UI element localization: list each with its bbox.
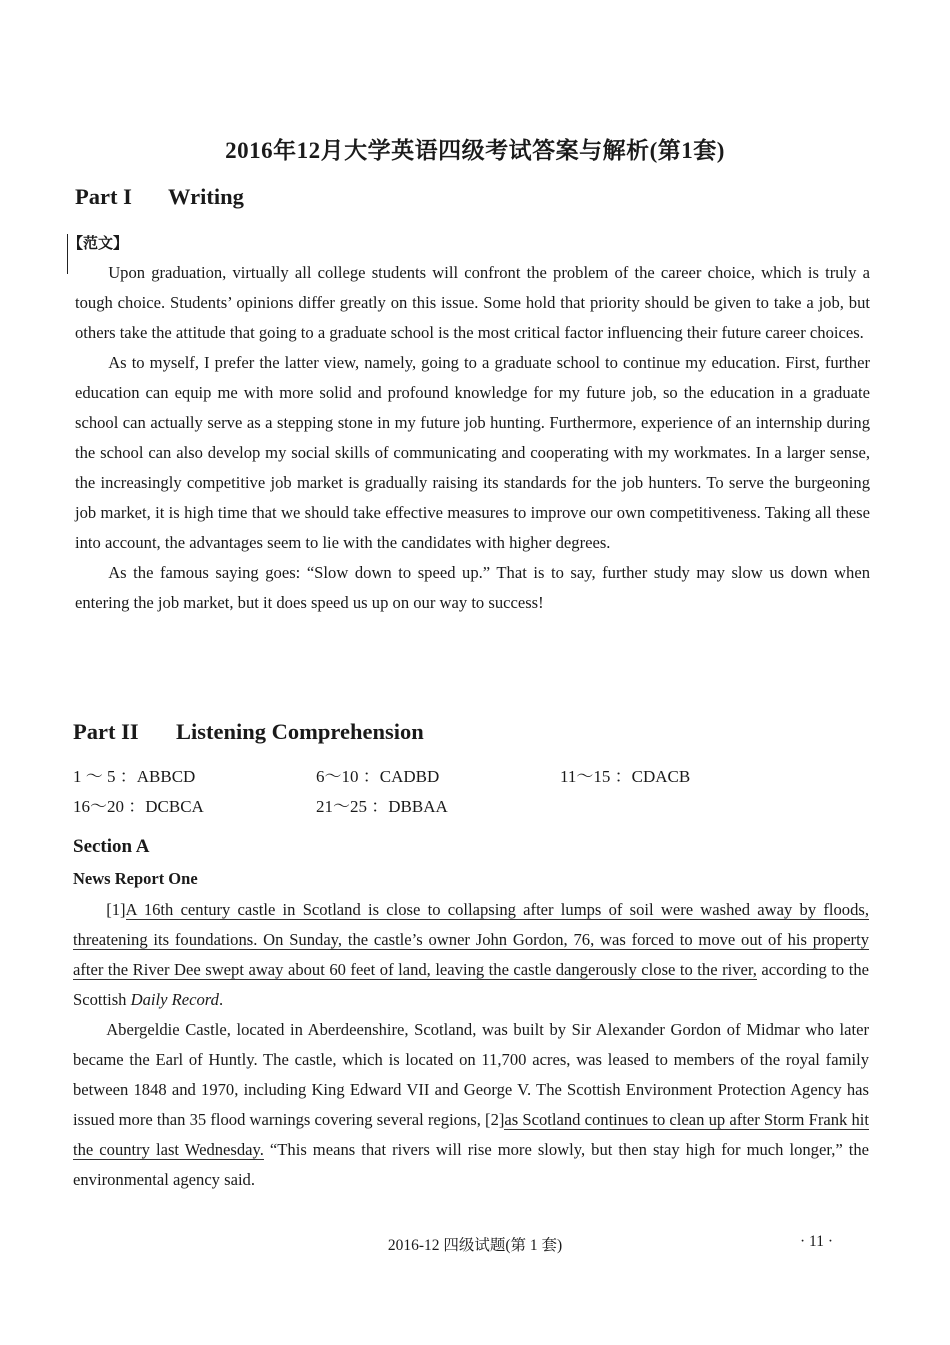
underlined-answer-2: as Scotland continues to clean up after Storm Frank hit the country last Wednesday. bbox=[73, 1110, 869, 1159]
section-a-heading: Section A bbox=[73, 836, 150, 857]
sample-essay bbox=[75, 258, 870, 618]
part2-number: Part II bbox=[73, 719, 139, 744]
marker-1: [1] bbox=[106, 900, 126, 919]
news-paragraph-2 bbox=[73, 1015, 869, 1195]
answer-cell: 6～10 ：CADBD bbox=[316, 767, 440, 786]
page-number: · 11 · bbox=[800, 1233, 833, 1250]
part1-name: Writing bbox=[168, 184, 244, 209]
news-report-heading: News Report One bbox=[73, 869, 198, 888]
answer-cell: 1 ～ 5 ：ABBCD bbox=[73, 767, 196, 786]
answer-cell: 16～20 ：DCBCA bbox=[73, 797, 204, 816]
part1-heading bbox=[75, 184, 244, 210]
essay-paragraph: Upon graduation, virtually all college students will confront the problem of the career choice, which is truly a tough choice. Students’ opinions differ greatly on this issue. Some hold that priority should be given to take a job, but others take the attitude that going to a graduate school is the most critical factor influencing their future career choices. bbox=[75, 263, 870, 342]
marker-2: [2] bbox=[485, 1110, 505, 1129]
news-paragraph-1 bbox=[73, 895, 869, 1015]
part1-number: Part I bbox=[75, 184, 132, 209]
newspaper-name: Daily Record bbox=[130, 990, 219, 1009]
answer-cell: 21～25 ：DBBAA bbox=[316, 797, 448, 816]
news-text: . bbox=[218, 990, 224, 1009]
news-text: according to the Scottish bbox=[73, 960, 869, 1009]
news-report-text bbox=[73, 895, 869, 1195]
sample-essay-tag: 【范文】 bbox=[68, 234, 129, 252]
essay-paragraph: As the famous saying goes: “Slow down to speed up.” That is to say, further study may slow us down when entering the job market, but it does speed us up on our way to success! bbox=[75, 563, 870, 612]
answer-cell: 11～15 ：CDACB bbox=[560, 767, 691, 786]
footer-title: 2016-12 四级试题(第 1 套) bbox=[387, 1237, 563, 1254]
news-text: Abergeldie Castle, located in Aberdeenshire, Scotland, was built by Sir Alexander Gordon of Midmar who later became the Earl of Huntly. The castle, which is located on 11,700 acres, was leased to members of the royal family between 1848 and 1970, including King Edward VII and George V. The Scottish Environment Protection Agency has issued more than 35 flood warnings covering several regions, bbox=[73, 1020, 869, 1129]
essay-paragraph: As to myself, I prefer the latter view, namely, going to a graduate school to continue my education. First, further education can equip me with more solid and profound knowledge for my future job, so the education in a graduate school can actually serve as a stepping stone in my future job hunting. Furthermore, experience of an internship during the school can also develop my social skills of communicating and cooperating with my workmates. In a larger sense, the increasingly competitive job market is gradually raising its standards for the job hunters. To serve the burgeoning job market, it is high time that we should take effective measures to improve our own competitiveness. Taking all these into account, the advantages seem to lie with the candidates with higher degrees. bbox=[75, 353, 870, 552]
underlined-answer-1: A 16th century castle in Scotland is close to collapsing after lumps of soil were washed away by floods, threatening its foundations. On Sunday, the castle’s owner John Gordon, 76, was forced to move out of his property after the River Dee swept away about 60 feet of land, leaving the castle dangerously close to the river, bbox=[73, 900, 869, 979]
part2-heading bbox=[73, 719, 424, 745]
page-title: 2016年12月大学英语四级考试答案与解析(第1套) bbox=[225, 138, 725, 163]
part2-name: Listening Comprehension bbox=[176, 719, 424, 744]
news-text: “This means that rivers will rise more slowly, but then stay high for much longer,” the environmental agency said. bbox=[73, 1140, 869, 1189]
